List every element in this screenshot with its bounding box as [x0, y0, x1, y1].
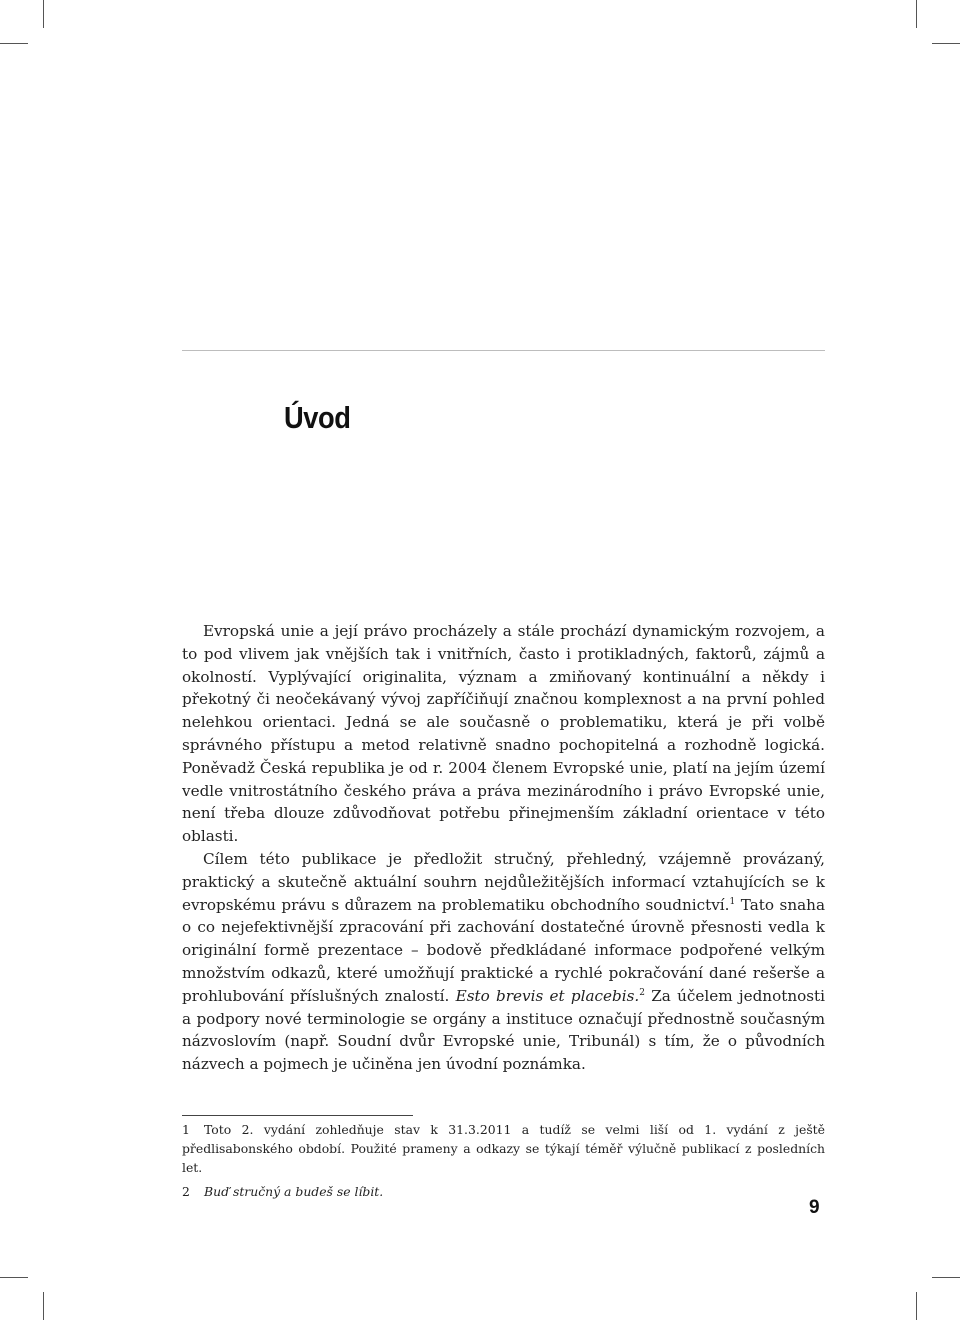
crop-mark: [0, 43, 28, 44]
italic-text: Esto brevis et placebis.: [455, 986, 640, 1005]
crop-mark: [932, 1277, 960, 1278]
footnote-1: [182, 1120, 825, 1177]
footnote-text: [204, 1184, 383, 1199]
crop-mark: [43, 0, 44, 28]
footnote-number: 1: [182, 1122, 190, 1137]
footnote-rule: [182, 1115, 413, 1116]
footnote-2: [182, 1182, 825, 1201]
header-rule: [182, 350, 825, 351]
body-text: [182, 620, 825, 1076]
footnotes: [182, 1120, 825, 1206]
crop-mark: [43, 1292, 44, 1320]
chapter-title: Úvod: [284, 400, 351, 435]
footnote-text: Toto 2. vydání zohledňuje stav k 31.3.2011 a tudíž se velmi liší od 1. vydání z ještě předlisabonského období. Použité prameny a odkazy se týkají téměř výlučně publikací z posledních let.: [182, 1122, 825, 1175]
footnote-ref: 2: [639, 987, 645, 998]
crop-mark: [916, 1292, 917, 1320]
page-number: 9: [809, 1197, 820, 1218]
footnote-ref: 1: [729, 896, 736, 907]
crop-mark: [916, 0, 917, 28]
paragraph: Evropská unie a její právo procházely a stále prochází dynamickým rozvojem, a to pod vlivem jak vnějších tak i vnitřních, často i protikladných, faktorů, zájmů a okolností. Vyplývající originalita, význam a zmiňovaný kontinuální a někdy i překotný či neočekávaný vývoj zapříčiňují značnou komplexnost a na první pohled nelehkou orientaci. Jedná se ale současně o problematiku, která je při volbě správného přístupu a metod relativně snadno pochopitelná a rozhodně logická. Poněvadž Česká republika je od r. 2004 členem Evropské unie, platí na jejím území vedle vnitrostátního českého práva a práva mezinárodního i právo Evropské unie, není třeba dlouze zdůvodňovat potřebu přinejmenším základní orientace v této oblasti.: [182, 622, 825, 846]
crop-mark: [0, 1277, 28, 1278]
italic-text: Buď stručný a budeš se líbit.: [204, 1184, 384, 1199]
paragraph: Cílem této publikace je předložit stručný, přehledný, vzájemně provázaný, praktický a skutečně aktuální souhrn nejdůležitějších informací vztahujících se k evropskému právu s důrazem na problematiku obchodního soudnictví.$^1$ Tato snaha o co nejefektivnější zpracování při zachování dostatečné úrovně přesnosti vedla k originální formě prezentace – bodově předkládané informace podpořené velkým množstvím odkazů, které umožňují praktické a rychlé pokračování dané rešerše a prohlubování příslušných znalostí. Esto brevis et placebis.$^2$ Za účelem jednotnosti a podpory nové terminologie se orgány a instituce označují přednostně současným názvoslovím (např. Soudní dvůr Evropské unie, Tribunál) s tím, že o původních názvech a pojmech je učiněna jen úvodní poznámka.: [182, 849, 826, 1074]
footnote-number: 2: [182, 1184, 190, 1199]
crop-mark: [932, 43, 960, 44]
